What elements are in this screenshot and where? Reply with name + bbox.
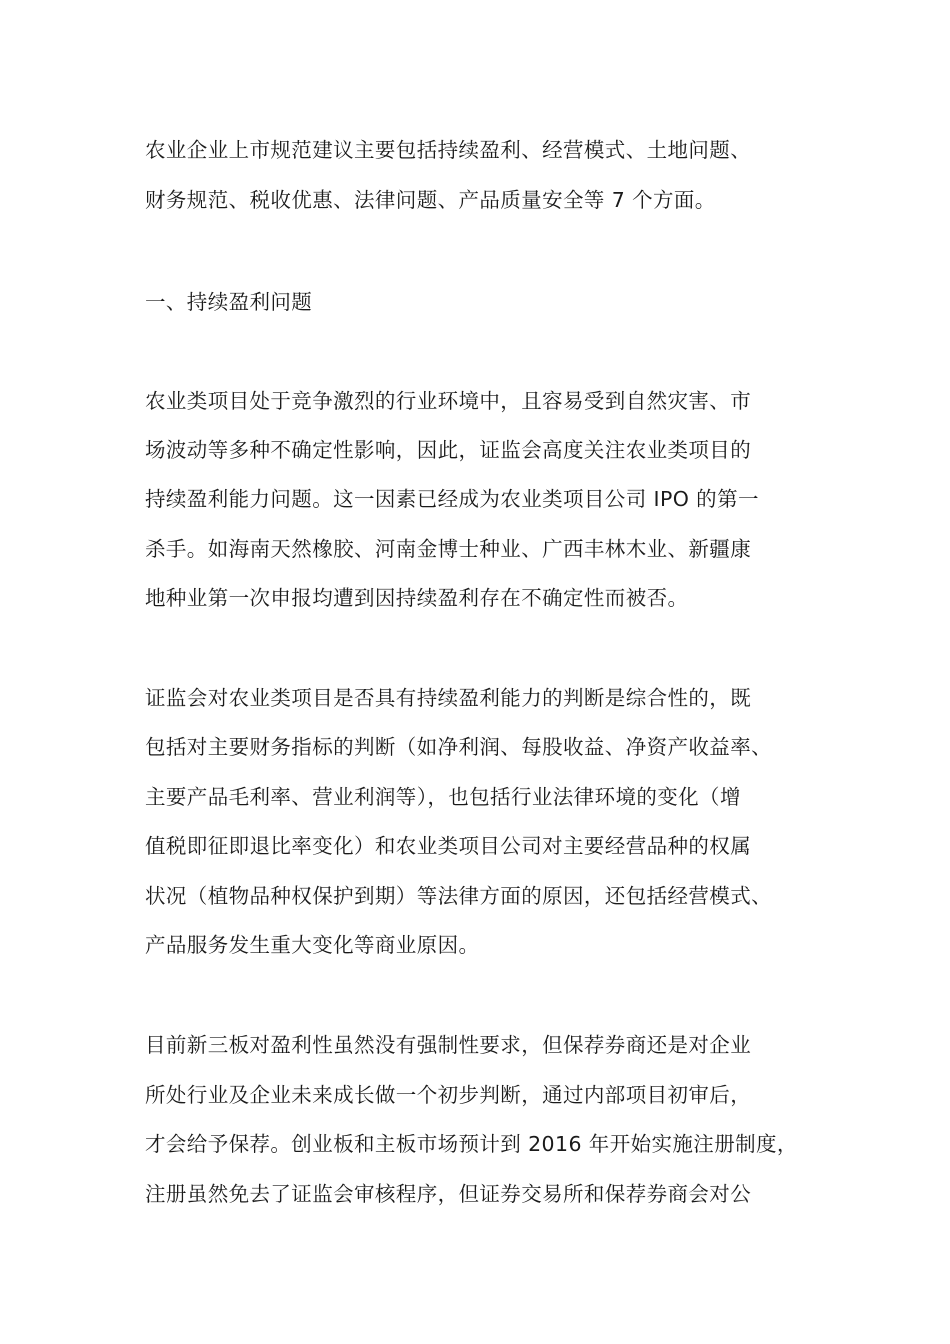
paragraph1-line-2: 场波动等多种不确定性影响，因此，证监会高度关注农业类项目的: [145, 438, 752, 462]
paragraph3-line-4: 注册虽然免去了证监会审核程序，但证券交易所和保荐券商会对公: [145, 1182, 752, 1206]
paragraph2-line-4: 值税即征即退比率变化）和农业类项目公司对主要经营品种的权属: [145, 834, 752, 858]
paragraph3-line-1: 目前新三板对盈利性虽然没有强制性要求，但保荐券商还是对企业: [145, 1033, 752, 1057]
intro-line-1: 农业企业上市规范建议主要包括持续盈利、经营模式、土地问题、: [145, 138, 752, 162]
paragraph2-line-2: 包括对主要财务指标的判断（如净利润、每股收益、净资产收益率、: [145, 735, 772, 759]
intro-line-2: 财务规范、税收优惠、法律问题、产品质量安全等 7 个方面。: [145, 188, 716, 212]
paragraph2-line-6: 产品服务发生重大变化等商业原因。: [145, 933, 480, 957]
paragraph2-line-1: 证监会对农业类项目是否具有持续盈利能力的判断是综合性的，既: [145, 686, 752, 710]
paragraph3-line-2: 所处行业及企业未来成长做一个初步判断，通过内部项目初审后，: [145, 1083, 752, 1107]
paragraph1-line-3: 持续盈利能力问题。这一因素已经成为农业类项目公司 IPO 的第一: [145, 487, 759, 511]
paragraph2-line-3: 主要产品毛利率、营业利润等），也包括行业法律环境的变化（增: [145, 785, 741, 809]
paragraph1-line-1: 农业类项目处于竞争激烈的行业环境中，且容易受到自然灾害、市: [145, 389, 752, 413]
paragraph1-line-4: 杀手。如海南天然橡胶、河南金博士种业、广西丰林木业、新疆康: [145, 537, 752, 561]
section-heading: 一、持续盈利问题: [145, 290, 313, 314]
paragraph2-line-5: 状况（植物品种权保护到期）等法律方面的原因，还包括经营模式、: [145, 884, 772, 908]
paragraph3-line-3: 才会给予保荐。创业板和主板市场预计到 2016 年开始实施注册制度，: [145, 1132, 798, 1156]
paragraph1-line-5: 地种业第一次申报均遭到因持续盈利存在不确定性而被否。: [145, 586, 689, 610]
